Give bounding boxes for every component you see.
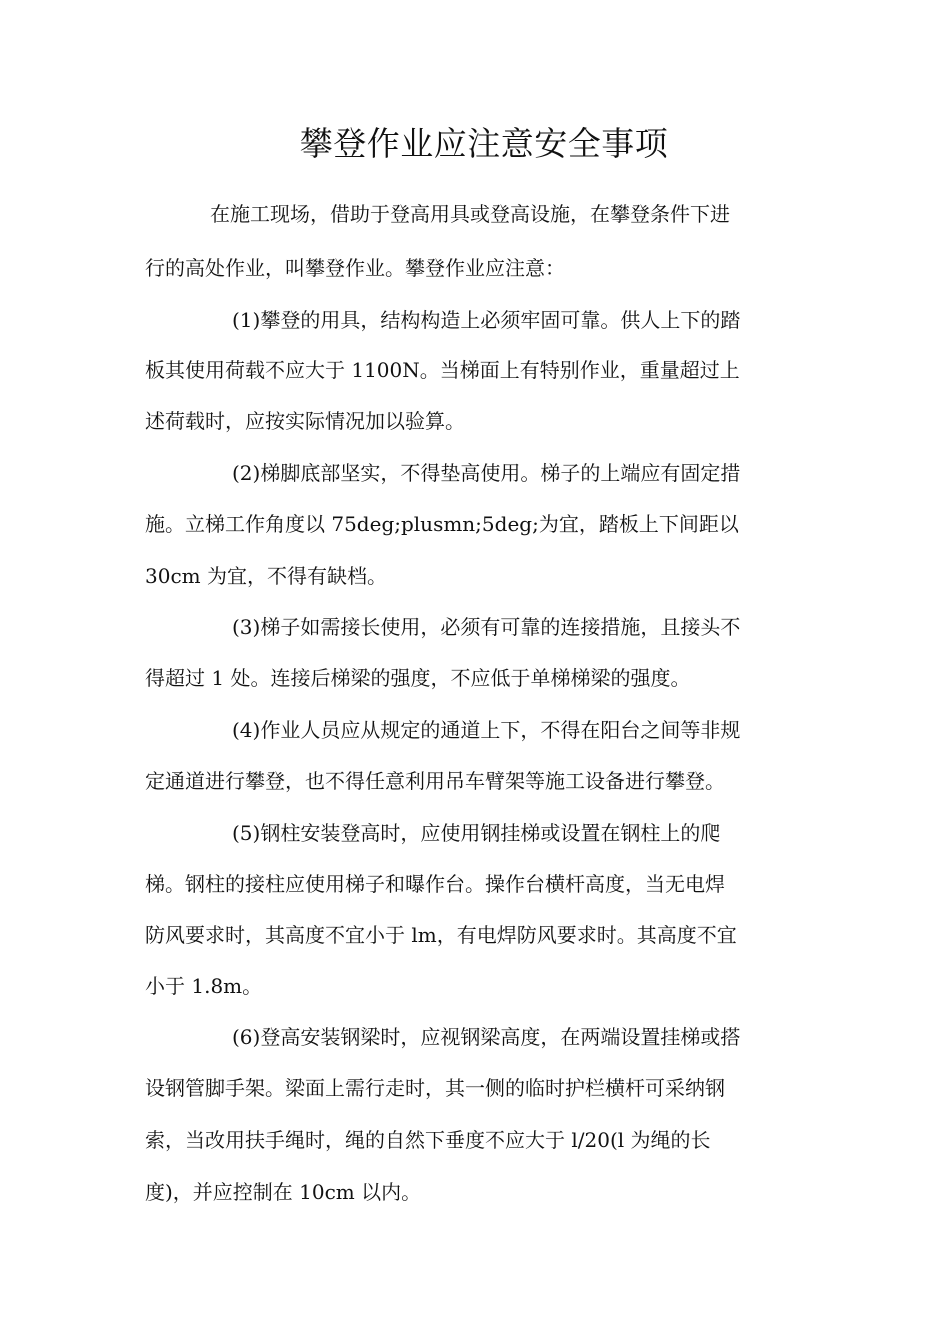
item-2-line-1: (2)梯脚底部坚实，不得垫高使用。梯子的上端应有固定措 [232,461,741,485]
item-3-line-1: (3)梯子如需接长使用，必须有可靠的连接措施，且接头不 [232,615,741,639]
item-5-line-3: 防风要求时，其高度不宜小于 lm，有电焊防风要求时。其高度不宜 [145,923,737,947]
item-3-line-2: 得超过 1 处。连接后梯梁的强度，不应低于单梯梯梁的强度。 [145,666,691,690]
item-4-line-1: (4)作业人员应从规定的通道上下，不得在阳台之间等非规 [232,718,741,742]
item-1-line-2: 板其使用荷载不应大于 1100N。当梯面上有特别作业，重量超过上 [145,358,740,382]
item-4-line-2: 定通道进行攀登，也不得任意利用吊车臂架等施工设备进行攀登。 [145,769,725,793]
item-5-line-1: (5)钢柱安装登高时，应使用钢挂梯或设置在钢柱上的爬 [232,821,721,845]
item-5-line-2: 梯。钢柱的接柱应使用梯子和曝作台。操作台横杆高度，当无电焊 [145,872,725,896]
item-6-line-1: (6)登高安装钢梁时，应视钢梁高度，在两端设置挂梯或搭 [232,1025,741,1049]
item-6-line-4: 度)，并应控制在 10cm 以内。 [145,1180,422,1204]
item-6-line-3: 索，当改用扶手绳时，绳的自然下垂度不应大于 l/20(l 为绳的长 [145,1128,711,1152]
item-5-line-4: 小于 1.8m。 [145,974,263,998]
document-title: 攀登作业应注意安全事项 [299,124,669,163]
item-2-line-2: 施。立梯工作角度以 75deg;plusmn;5deg;为宜，踏板上下间距以 [145,512,739,536]
item-1-line-3: 述荷载时，应按实际情况加以验算。 [145,409,465,433]
item-2-line-3: 30cm 为宜，不得有缺档。 [145,564,387,588]
intro-line-2: 行的高处作业，叫攀登作业。攀登作业应注意： [145,256,565,280]
item-6-line-2: 设钢管脚手架。梁面上需行走时，其一侧的临时护栏横杆可采纳钢 [145,1076,725,1100]
item-1-line-1: (1)攀登的用具，结构构造上必须牢固可靠。供人上下的踏 [232,308,741,332]
intro-line-1: 在施工现场，借助于登高用具或登高设施，在攀登条件下进 [210,202,730,226]
